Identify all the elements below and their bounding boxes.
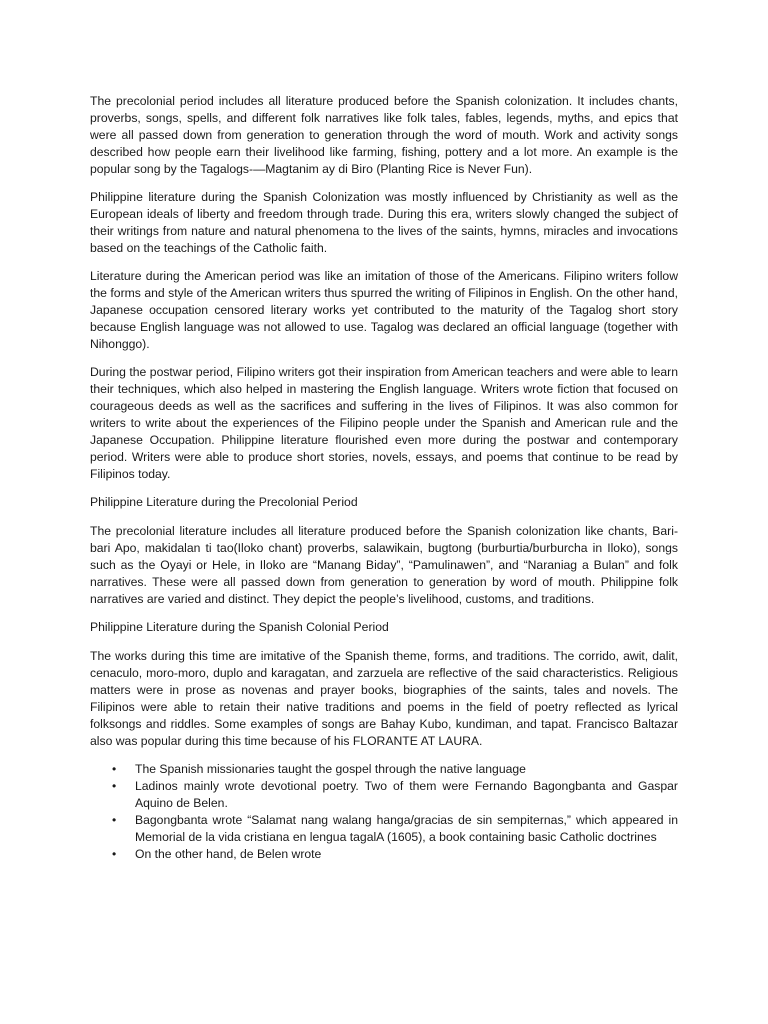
bullet-list: [90, 761, 678, 863]
list-item-text: Bagongbanta wrote “Salamat nang walang hanga/gracias de sin sempiternas,” which appeared in Memorial de la vida cristiana en lengua tagalA (1605), a book containing basic Catholic doctrines: [135, 813, 678, 844]
paragraph-precolonial-literature: The precolonial literature includes all literature produced before the Spanish colonization like chants, Bari-bari Apo, makidalan ti tao(Iloko chant) proverbs, salawikain, bugtong (burburtia/burburcha in Iloko), songs such as the Oyayi or Hele, in Iloko are “Manang Biday”, “Pamulinawen”, and “Naraniag a Bulan” and folk narratives. These were all passed down from generation to generation by word of mouth. Philippine folk narratives are varied and distinct. They depict the people’s livelihood, customs, and traditions.: [90, 524, 678, 606]
list-item: [90, 761, 678, 778]
document-page: [90, 93, 678, 863]
bullet-icon: •: [112, 847, 117, 861]
heading-spanish-colonial-period: Philippine Literature during the Spanish Colonial Period: [90, 620, 389, 634]
bullet-icon: •: [112, 779, 117, 793]
list-item-text: The Spanish missionaries taught the gospel through the native language: [135, 762, 526, 776]
list-item-text: On the other hand, de Belen wrote: [135, 847, 322, 861]
bullet-icon: •: [112, 813, 117, 827]
paragraph-american-period: Literature during the American period was like an imitation of those of the Americans. Filipino writers follow the forms and style of the American writers thus spurred the writing of Filipinos in English. On the other hand, Japanese occupation censored literary works yet contributed to the maturity of the Tagalog short story because English language was not allowed to use. Tagalog was declared an official language (together with Nihonggo).: [90, 269, 678, 351]
paragraph-spanish-colonial-works: The works during this time are imitative of the Spanish theme, forms, and traditions. The corrido, awit, dalit, cenaculo, moro-moro, duplo and karagatan, and zarzuela are reflective of the said characteristics. Religious matters were in prose as novenas and prayer books, biographies of the saints, tales and novels. The Filipinos were able to retain their native traditions and poems in the field of poetry reflected as lyrical folksongs and riddles. Some examples of songs are Bahay Kubo, kundiman, and tapat. Francisco Baltazar also was popular during this time because of his FLORANTE AT LAURA.: [90, 649, 678, 748]
list-item: [90, 812, 678, 846]
list-item: [90, 846, 678, 863]
bullet-icon: •: [112, 762, 117, 776]
paragraph-spanish-colonization: Philippine literature during the Spanish Colonization was mostly influenced by Christianity as well as the European ideals of liberty and freedom through trade. During this era, writers slowly changed the subject of their writings from nature and natural phenomena to the lives of the saints, hymns, miracles and invocations based on the teachings of the Catholic faith.: [90, 190, 678, 255]
paragraph-postwar-period: During the postwar period, Filipino writers got their inspiration from American teachers and were able to learn their techniques, which also helped in mastering the English language. Writers wrote fiction that focused on courageous deeds as well as the sacrifices and suffering in the lives of Filipinos. It was also common for writers to write about the experiences of the Filipino people under the Spanish and American rule and the Japanese Occupation. Philippine literature flourished even more during the postwar and contemporary period. Writers were able to produce short stories, novels, essays, and poems that continue to be read by Filipinos today.: [90, 365, 678, 481]
list-item-text: Ladinos mainly wrote devotional poetry. Two of them were Fernando Bagongbanta and Gaspar Aquino de Belen.: [135, 779, 678, 810]
list-item: [90, 778, 678, 812]
paragraph-precolonial-intro: The precolonial period includes all literature produced before the Spanish colonization. It includes chants, proverbs, songs, spells, and different folk narratives like folk tales, fables, legends, myths, and epics that were all passed down from generation to generation through the word of mouth. Work and activity songs described how people earn their livelihood like farming, fishing, pottery and a lot more. An example is the popular song by the Tagalogs-—Magtanim ay di Biro (Planting Rice is Never Fun).: [90, 94, 678, 176]
heading-precolonial-period: Philippine Literature during the Precolonial Period: [90, 495, 358, 509]
